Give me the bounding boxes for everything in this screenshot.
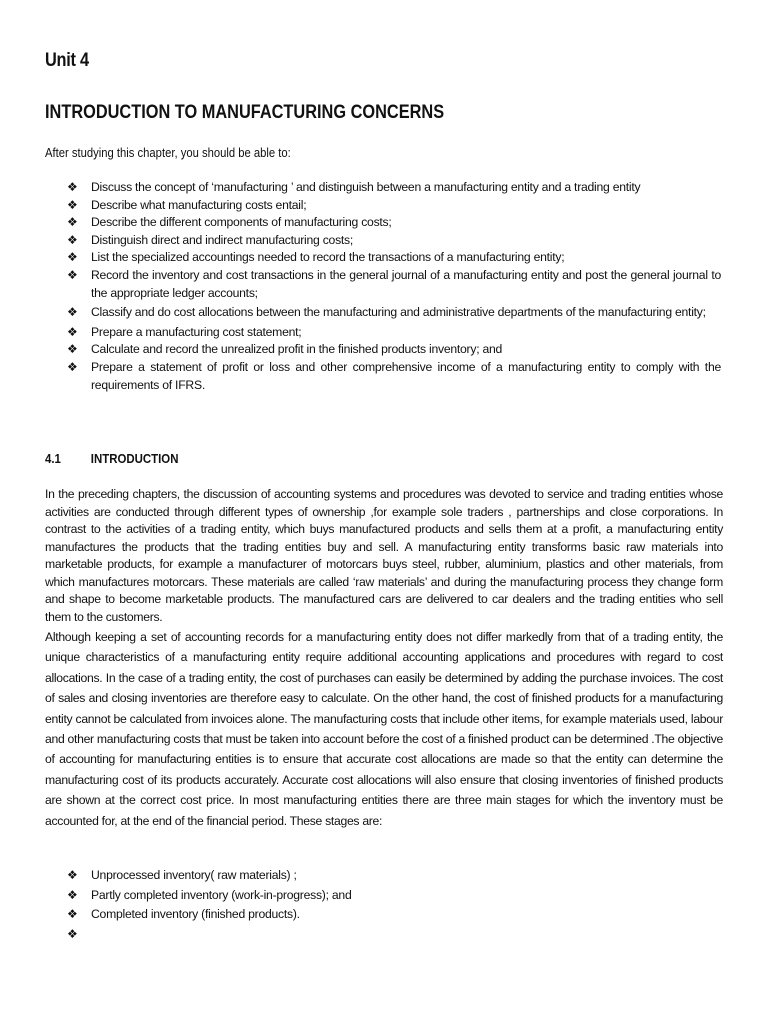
diamond-bullet-icon: ❖: [67, 215, 78, 230]
unit-title: Unit 4: [45, 50, 89, 71]
list-item: [67, 249, 721, 267]
list-item-text: Completed inventory (finished products).: [91, 907, 300, 921]
section-heading: [45, 451, 178, 466]
intro-text: After studying this chapter, you should be able to:: [45, 146, 291, 160]
list-item-text: Unprocessed inventory( raw materials) ;: [91, 868, 297, 882]
list-item: [67, 324, 721, 342]
diamond-bullet-icon: ❖: [67, 197, 78, 212]
inventory-stages-list: [67, 866, 721, 941]
diamond-bullet-icon: ❖: [67, 305, 78, 320]
diamond-bullet-icon: ❖: [67, 324, 78, 339]
list-item-text: Describe the different components of manufacturing costs;: [91, 215, 392, 230]
list-item: [67, 886, 721, 906]
section-number: 4.1: [45, 451, 61, 466]
list-item: [67, 359, 721, 394]
list-item-text: Partly completed inventory (work-in-progress); and: [91, 887, 352, 902]
diamond-bullet-icon: ❖: [67, 887, 78, 902]
list-item-text: Calculate and record the unrealized profit in the finished products inventory; and: [91, 342, 503, 357]
diamond-bullet-icon: ❖: [67, 267, 78, 282]
body-paragraph: Although keeping a set of accounting records for a manufacturing entity does not differ markedly from that of a trading entity, the unique characteristics of a manufacturing entity require additional accounting applications and procedures with regard to cost allocations. In the case of a trading entity, the cost of purchases can easily be determined by adding the purchase invoices. The cost of sales and closing inventories are therefore easy to calculate. On the other hand, the cost of finished products for a manufacturing entity cannot be calculated from invoices alone. The manufacturing costs that include other items, for example materials used, labour and other manufacturing costs that must be taken into account before the cost of a finished product can be determined .The objective of accounting for manufacturing entities is to ensure that accurate cost allocations are made so that the entity can determine the manufacturing cost of its products accurately. Accurate cost allocations will also ensure that closing inventories of finished products are shown at the correct cost price. In most manufacturing entities there are three main stages for which the inventory must be accounted for, at the end of the financial period. These stages are:: [45, 630, 723, 828]
diamond-bullet-icon: ❖: [67, 868, 78, 882]
list-item: [67, 866, 721, 886]
section-title: INTRODUCTION: [90, 451, 179, 466]
list-item-text: Record the inventory and cost transactions in the general journal of a manufacturing entity and post the general journal to the appropriate ledger accounts;: [91, 267, 721, 300]
list-item-text: Discuss the concept of ‘manufacturing ’ and distinguish between a manufacturing entity and a trading entity: [91, 180, 641, 194]
list-item: [67, 214, 721, 232]
body-paragraph: In the preceding chapters, the discussion of accounting systems and procedures was devoted to service and trading entities whose activities are conducted through different types of ownership ,for example sole traders , partnerships and close corporations. In contrast to the activities of a trading entity, which buys manufactured products and sells them at a profit, a manufacturing entity manufactures the products that the trading entities buy and sell. A manufacturing entity transforms basic raw materials into marketable products, for example a manufacturer of motorcars buys steel, rubber, aluminium, plastics and other materials, from which manufactures motorcars. These materials are called ‘raw materials’ and during the manufacturing process they change form and shape to become marketable products. The manufactured cars are delivered to car dealers and the trading entities who sell them to the customers.: [45, 487, 723, 624]
list-item-text: Prepare a statement of profit or loss and other comprehensive income of a manufacturing entity to comply with the requirements of IFRS.: [91, 359, 721, 392]
chapter-title: INTRODUCTION TO MANUFACTURING CONCERNS: [45, 102, 445, 123]
list-item-text: Distinguish direct and indirect manufacturing costs;: [91, 232, 354, 247]
list-item: [67, 179, 721, 197]
diamond-bullet-icon: ❖: [67, 342, 78, 357]
diamond-bullet-icon: ❖: [67, 232, 78, 247]
diamond-bullet-icon: ❖: [67, 926, 78, 941]
list-item: [67, 304, 721, 322]
list-item: [67, 341, 721, 359]
list-item-text: List the specialized accountings needed to record the transactions of a manufacturing entity;: [91, 250, 565, 265]
diamond-bullet-icon: ❖: [67, 180, 78, 194]
list-item: [67, 267, 721, 302]
list-item: [67, 197, 721, 215]
diamond-bullet-icon: ❖: [67, 250, 78, 265]
diamond-bullet-icon: ❖: [67, 359, 78, 374]
diamond-bullet-icon: ❖: [67, 907, 78, 921]
list-item: [67, 905, 721, 925]
learning-objectives-list: [67, 179, 721, 394]
list-item: [67, 232, 721, 250]
list-item-text: Classify and do cost allocations between the manufacturing and administrative departments of the manufacturing entity;: [91, 305, 706, 320]
list-item-text: Prepare a manufacturing cost statement;: [91, 324, 302, 339]
list-item-text: Describe what manufacturing costs entail;: [91, 197, 307, 212]
